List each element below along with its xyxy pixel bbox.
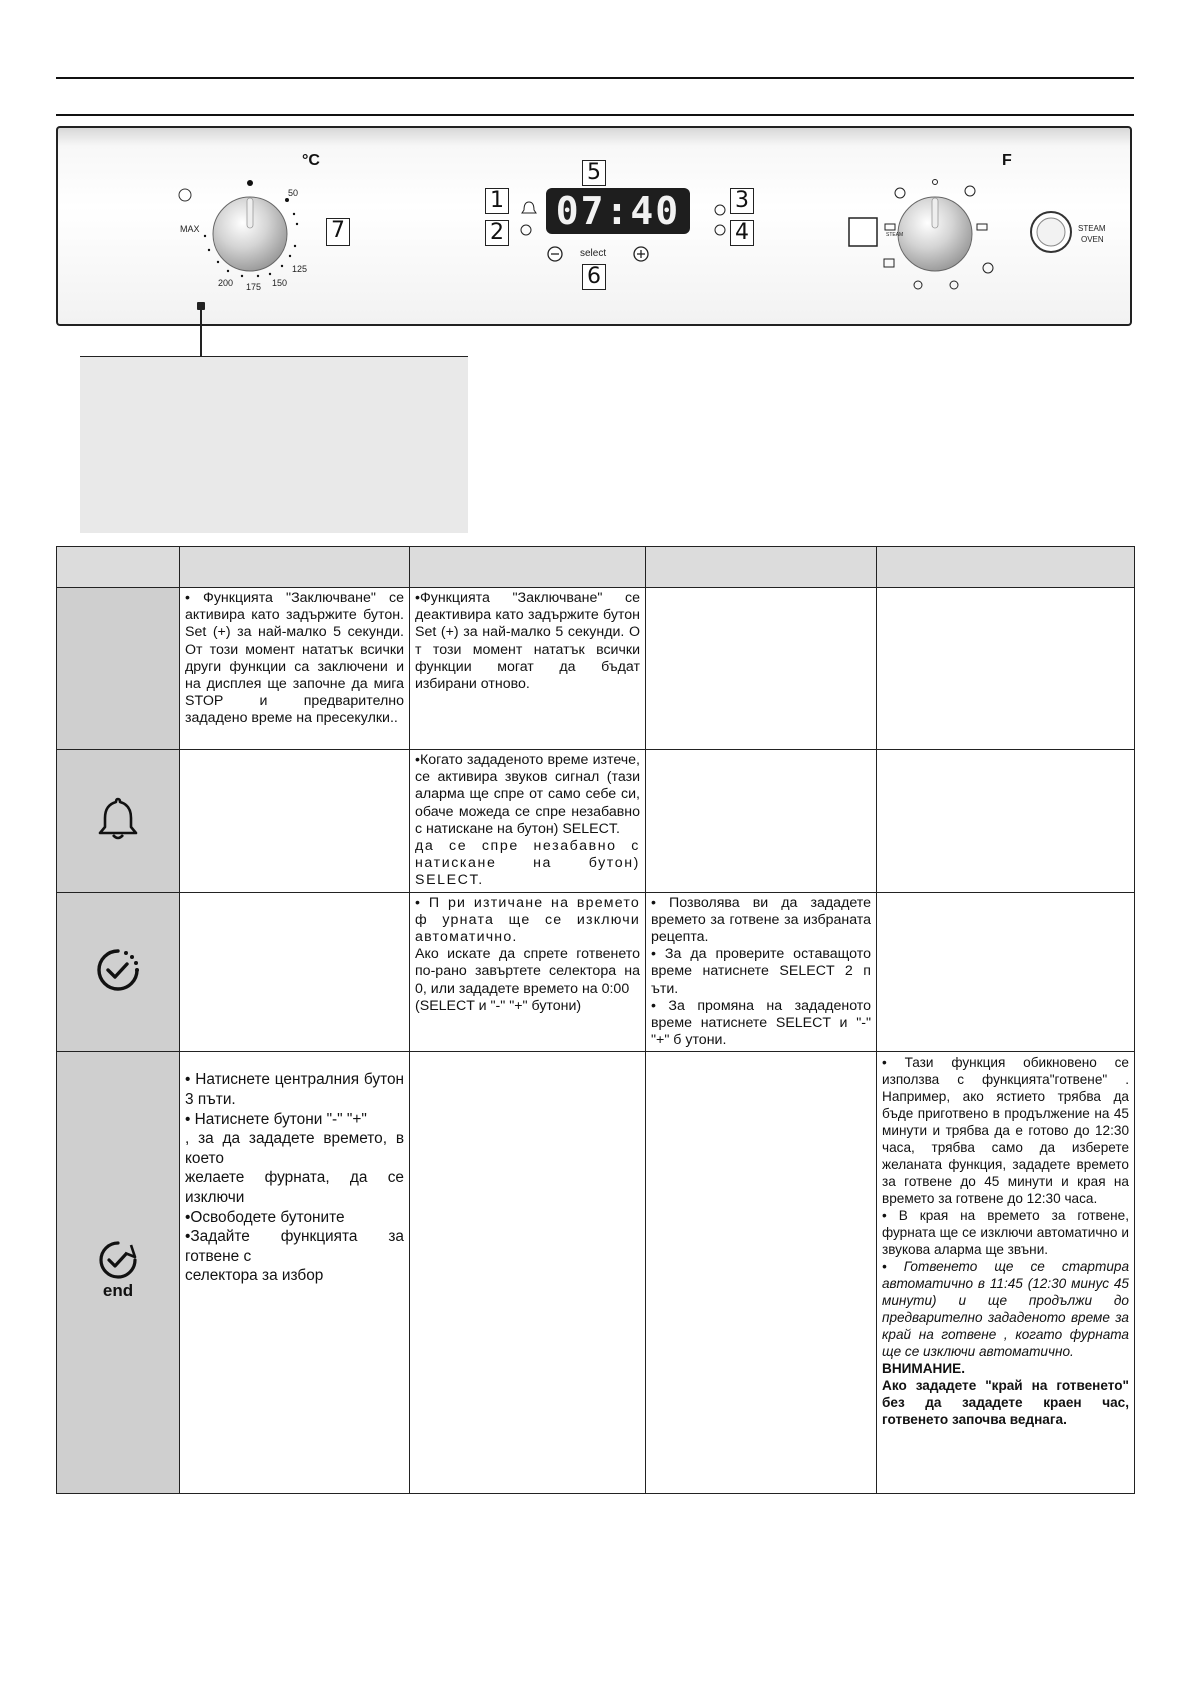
temp-max-label: MAX bbox=[180, 224, 200, 234]
bell-icon bbox=[96, 794, 140, 842]
table-row-alarm bbox=[57, 750, 1135, 893]
callout-2: 2 bbox=[485, 220, 509, 246]
table-cell bbox=[410, 588, 646, 750]
table-cell bbox=[877, 1052, 1135, 1494]
cell-text: селектора за избор bbox=[185, 1267, 324, 1285]
table-cell bbox=[646, 1052, 877, 1494]
row-icon-cell bbox=[57, 892, 180, 1052]
indicator-lamp-left bbox=[179, 189, 191, 201]
table-cell bbox=[180, 588, 410, 750]
second-rule bbox=[56, 114, 1134, 116]
knob-zero-dot bbox=[247, 180, 253, 186]
blank-box bbox=[849, 218, 877, 246]
table-cell bbox=[646, 750, 877, 893]
cell-text: • В края на времето за готвене, фурната ще се изключи автоматично и звукова аларма ще звъни. bbox=[882, 1208, 1129, 1258]
table-cell bbox=[410, 750, 646, 893]
row-icon-cell bbox=[57, 750, 180, 893]
callout-6: 6 bbox=[582, 264, 606, 290]
table-cell bbox=[877, 892, 1135, 1052]
table-cell bbox=[646, 892, 877, 1052]
cell-text: • Натиснете централния бутон 3 пъти. bbox=[185, 1071, 404, 1109]
timer-functions-table bbox=[56, 546, 1135, 1494]
temp-50-label: 50 bbox=[288, 188, 299, 198]
end-timer-icon bbox=[91, 1239, 145, 1301]
cell-text: • П ри изтичане на времето ф урната ще се изключи автоматично. bbox=[415, 894, 640, 946]
table-header-row bbox=[57, 547, 1135, 588]
header-cell bbox=[180, 547, 410, 588]
table-cell bbox=[410, 1052, 646, 1494]
cell-text: • За да проверите оставащото време натиснете SELECT 2 п ъти. bbox=[651, 946, 871, 997]
temp-175-label: 175 bbox=[246, 282, 262, 292]
clock-small-icon bbox=[521, 225, 531, 235]
cell-text: , за да зададете времето, в което bbox=[185, 1130, 404, 1167]
cell-text: • Тази функция обикновено се използва с функцията"готвене" . Например, ако ястието трябва да бъде приготвено в продължение на 45 минути и трябва да е готово до 12:30 часа, трябва само да изберете желаната функция, зададете времето за готвене до 45 минути и края на времето за готвене до 12:30 часа. bbox=[882, 1055, 1129, 1207]
temp-125-label: 125 bbox=[292, 264, 308, 274]
cell-text: • Натиснете бутони "-" "+" bbox=[185, 1110, 367, 1128]
callout-4: 4 bbox=[730, 220, 754, 246]
row-icon-cell bbox=[57, 588, 180, 750]
row-icon-cell bbox=[57, 1052, 180, 1494]
oven-control-panel bbox=[56, 126, 1132, 326]
header-cell bbox=[410, 547, 646, 588]
cell-text: Ако зададете "край на готвенето" без да зададете краен час, готвенето започва веднага. bbox=[882, 1378, 1129, 1428]
cell-text: (SELECT и "-" "+" бутони) bbox=[415, 997, 582, 1014]
bell-small-icon bbox=[522, 202, 536, 213]
end-icon-label: end bbox=[102, 1281, 134, 1301]
celsius-label: °C bbox=[302, 152, 320, 169]
callout-box bbox=[80, 356, 468, 533]
cell-text: Ако искате да спрете готвенето по-рано завъртете селектора на 0, или зададете времето на 0:00 bbox=[415, 946, 640, 997]
callout-7: 7 bbox=[326, 218, 350, 246]
cell-text: • Готвенето ще се стартира автоматично в 11:45 (12:30 минус 45 минути) и ще продължи до предварително зададеното време за край на готвене , когато фурната ще се изключи автоматично. bbox=[882, 1259, 1129, 1360]
callout-3: 3 bbox=[730, 188, 754, 214]
table-row-end-time bbox=[57, 1052, 1135, 1494]
header-cell bbox=[877, 547, 1135, 588]
table-cell bbox=[180, 1052, 410, 1494]
header-cell bbox=[57, 547, 180, 588]
cell-text: • Позволява ви да зададете времето за готвене за избраната рецепта. bbox=[651, 894, 871, 946]
table-cell bbox=[877, 750, 1135, 893]
table-cell bbox=[646, 588, 877, 750]
callout-5: 5 bbox=[582, 160, 606, 186]
callout-1: 1 bbox=[485, 188, 509, 214]
clock-display: 07:40 bbox=[546, 188, 690, 234]
end-time-small-icon bbox=[715, 225, 725, 235]
leader-line bbox=[200, 306, 202, 358]
cook-time-small-icon bbox=[715, 205, 725, 215]
temp-150-label: 150 bbox=[272, 278, 288, 288]
table-cell bbox=[410, 892, 646, 1052]
cell-text: ВНИМАНИЕ. bbox=[882, 1361, 965, 1377]
cell-text: •Задайте функцията за готвене с bbox=[185, 1228, 404, 1265]
steam-oven-label-2: OVEN bbox=[1081, 235, 1104, 244]
table-row-lock bbox=[57, 588, 1135, 750]
cell-text: да се спре незабавно с натискане на бутон) SELECT. bbox=[415, 838, 640, 889]
steam-label: STEAM bbox=[886, 232, 904, 238]
select-label: select bbox=[580, 248, 607, 259]
cell-text: •Функцията "Заключване" се деактивира като задържите бутон Set (+) за най-малко 5 секунди. О т този момент нататък всички функции могат да бъдат избирани отново. bbox=[415, 590, 640, 693]
temperature-knob[interactable] bbox=[213, 197, 287, 271]
temp-200-label: 200 bbox=[218, 278, 234, 288]
table-row-cooking-time bbox=[57, 892, 1135, 1052]
function-knob[interactable] bbox=[898, 197, 972, 271]
steam-oven-label-1: STEAM bbox=[1078, 224, 1106, 233]
header-cell bbox=[646, 547, 877, 588]
table-cell bbox=[180, 892, 410, 1052]
steam-oven-button[interactable] bbox=[1031, 212, 1071, 252]
function-f-label: F bbox=[1002, 152, 1012, 169]
table-cell bbox=[877, 588, 1135, 750]
cell-text: желаете фурната, да се изключи bbox=[185, 1169, 404, 1207]
top-rule bbox=[56, 77, 1134, 79]
table-cell bbox=[180, 750, 410, 893]
cooking-timer-icon bbox=[93, 945, 143, 995]
cell-text: • За промяна на зададеното време натиснете SELECT и "-" "+" б утони. bbox=[651, 997, 871, 1049]
cell-text: • Функцията "Заключване" се активира като задържите бутон. Set (+) за най-малко 5 секунди. От този момент нататък всички други функции са заключени и на дисплея ще започне да мига STOP и предварително зададено време на пресекулки.. bbox=[185, 590, 404, 727]
cell-text: •Когато зададеното време изтече, се активира звуков сигнал (тази аларма ще спре от само себе си, обаче можеда се спре незабавно с натискане на бутон) SELECT. bbox=[415, 752, 640, 837]
cell-text: •Освободете бутоните bbox=[185, 1208, 345, 1226]
